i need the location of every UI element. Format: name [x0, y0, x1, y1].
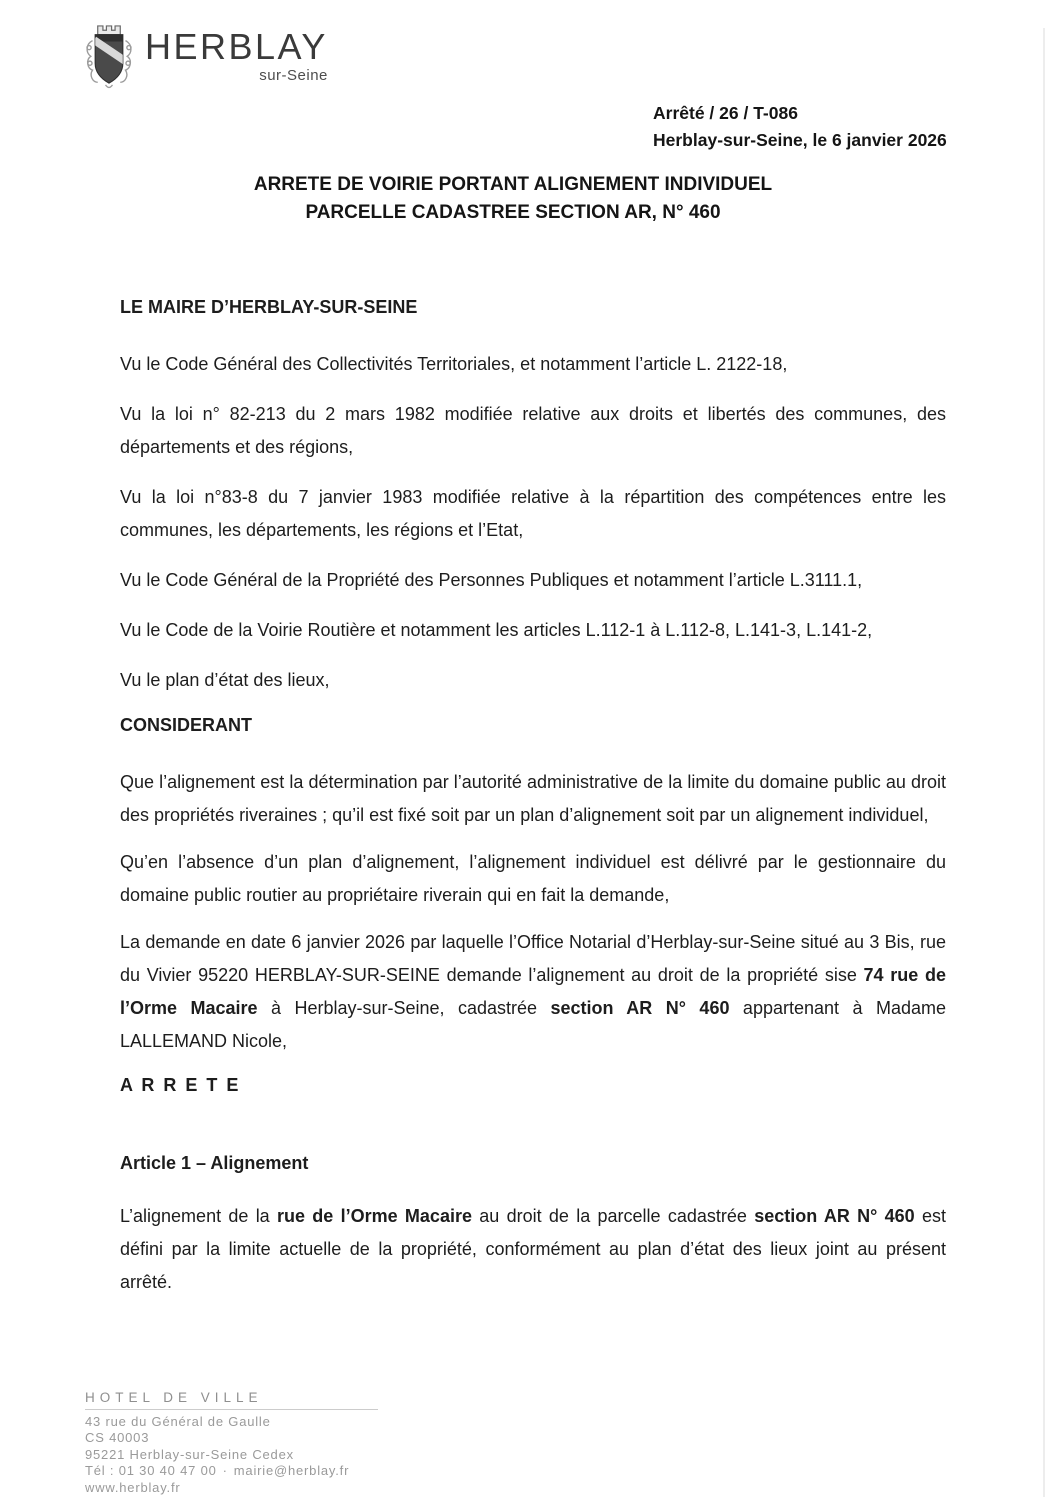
document-body [120, 296, 946, 1299]
title-line-1: ARRETE DE VOIRIE PORTANT ALIGNEMENT INDIVIDUEL [253, 174, 773, 195]
footer-contact-line [85, 1463, 378, 1480]
visa-paragraph-4: Vu le Code Général de la Propriété des Personnes Publiques et notamment l’article L.3111.1, [120, 570, 863, 590]
arrete-heading: A R R E T E [120, 1075, 241, 1095]
scan-edge-artifact [1043, 28, 1045, 1497]
footer-separator: · [222, 1463, 228, 1478]
visa-paragraph-1: Vu le Code Général des Collectivités Territoriales, et notamment l’article L. 2122-18, [120, 354, 788, 374]
document-title [0, 171, 1026, 227]
brand-logo [83, 20, 328, 96]
place-and-date: Herblay-sur-Seine, le 6 janvier 2026 [653, 130, 947, 150]
footer-email: mairie@herblay.fr [233, 1463, 350, 1478]
visa-paragraph-3: Vu la loi n°83-8 du 7 janvier 1983 modifiée relative à la répartition des compétences entre les communes, les départements, les régions et l’Etat, [120, 487, 946, 540]
city-coat-of-arms-icon [83, 20, 135, 96]
article-1-heading: Article 1 – Alignement [120, 1153, 309, 1173]
footer-address-line-2: CS 40003 [85, 1430, 150, 1445]
visa-paragraph-6: Vu le plan d’état des lieux, [120, 670, 330, 690]
article-1-paragraph: L’alignement de la rue de l’Orme Macaire au droit de la parcelle cadastrée section AR N° 460 est défini par la limite actuelle de la propriété, conformément au plan d’état des lieux joint au présent arrêté. [120, 1206, 946, 1292]
visa-paragraph-5: Vu le Code de la Voirie Routière et notamment les articles L.112-1 à L.112-8, L.141-3, L.141-2, [120, 620, 873, 640]
header-reference-block [653, 100, 947, 154]
brand-name: HERBLAY [145, 26, 328, 67]
considerant-paragraph-1: Que l’alignement est la détermination par l’autorité administrative de la limite du domaine public au droit des propriétés riveraines ; qu’il est fixé soit par un plan d’alignement soit par un alignement individuel, [120, 772, 946, 825]
visa-paragraph-2: Vu la loi n° 82-213 du 2 mars 1982 modifiée relative aux droits et libertés des communes, des départements et des régions, [120, 404, 946, 457]
footer-address-line-1: 43 rue du Général de Gaulle [85, 1413, 271, 1429]
footer-address-line-3: 95221 Herblay-sur-Seine Cedex [85, 1446, 294, 1462]
title-line-2: PARCELLE CADASTREE SECTION AR, N° 460 [305, 202, 721, 223]
arrete-reference: Arrêté / 26 / T-086 [653, 103, 798, 123]
brand-text [145, 28, 328, 84]
footer-phone: Tél : 01 30 40 47 00 [85, 1463, 217, 1478]
footer-website: www.herblay.fr [85, 1479, 181, 1495]
salutation-heading: LE MAIRE D’HERBLAY-SUR-SEINE [120, 297, 418, 317]
demande-paragraph: La demande en date 6 janvier 2026 par laquelle l’Office Notarial d’Herblay-sur-Seine situé au 3 Bis, rue du Vivier 95220 HERBLAY-SUR-SEINE demande l’alignement au droit de la propriété sise 74 rue de l’Orme Macaire à Herblay-sur-Seine, cadastrée section AR N° 460 appartenant à Madame LALLEMAND Nicole, [120, 932, 946, 1051]
brand-subtitle: sur-Seine [259, 67, 328, 84]
footer-institution: HOTEL DE VILLE [85, 1390, 378, 1410]
considerant-heading: CONSIDERANT [120, 715, 253, 735]
considerant-paragraph-2: Qu’en l’absence d’un plan d’alignement, l’alignement individuel est délivré par le gestionnaire du domaine public routier au propriétaire riverain qui en fait la demande, [120, 852, 946, 905]
footer-block [85, 1390, 378, 1496]
